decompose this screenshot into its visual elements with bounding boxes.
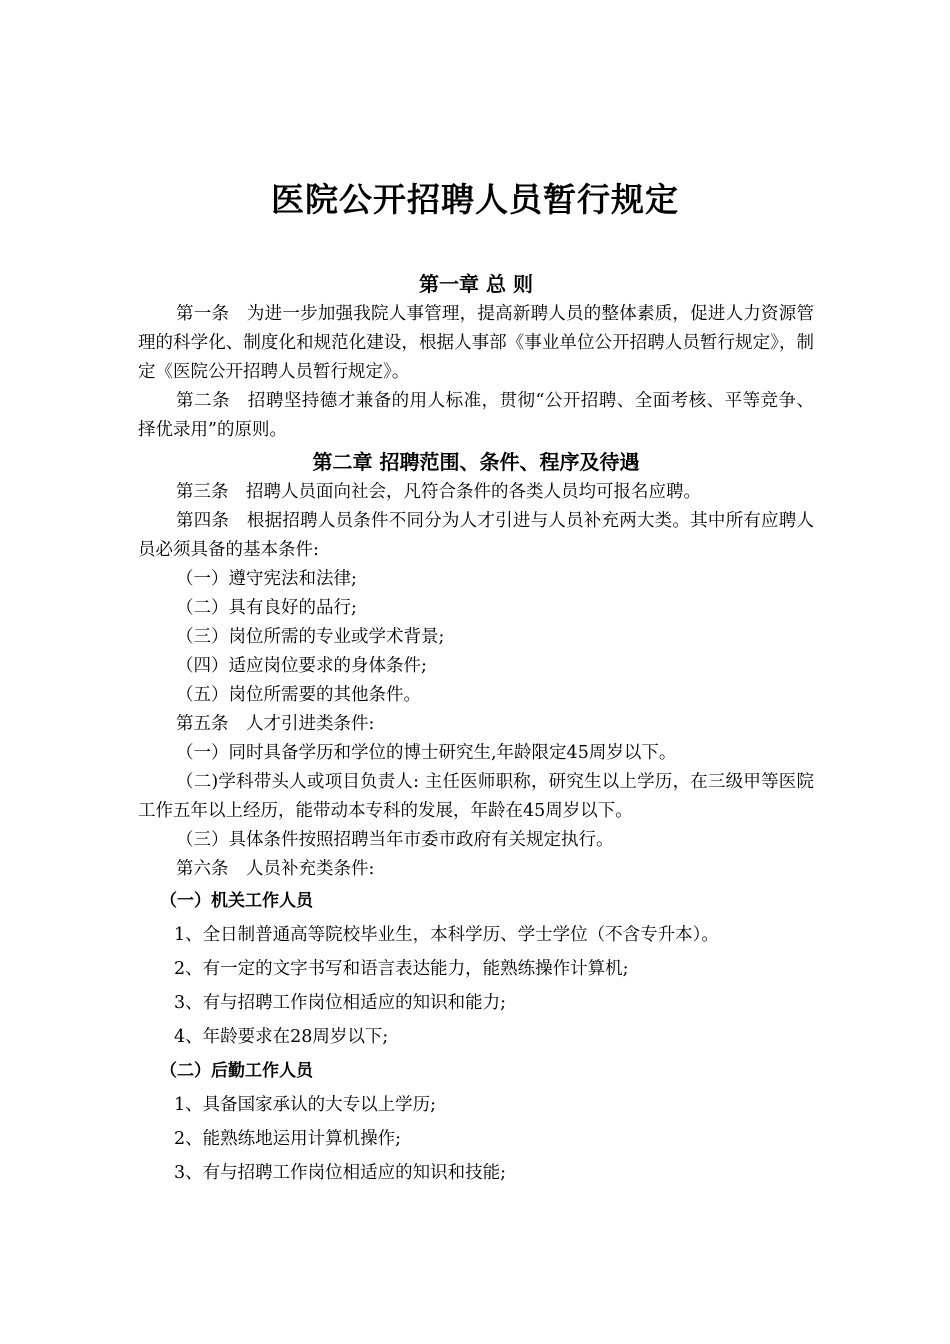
article-5: 第五条 人才引进类条件: (176, 714, 375, 734)
basic-condition-1: （一）遵守宪法和法律; (176, 569, 357, 589)
admin-item-2: 2、有一定的文字书写和语言表达能力，能熟练操作计算机; (174, 959, 629, 979)
admin-item-3: 3、有与招聘工作岗位相适应的知识和能力; (174, 993, 507, 1013)
article-4: 第四条 根据招聘人员条件不同分为人才引进与人员补充两大类。其中所有应聘人员必须具备的基本条件: (138, 511, 814, 560)
talent-condition-2: （二)学科带头人或项目负责人: 主任医师职称，研究生以上学历，在三级甲等医院工作五年以上经历，能带动本专科的发展，年龄在45周岁以下。 (138, 772, 814, 821)
article-2: 第二条 招聘坚持德才兼备的用人标准，贯彻“公开招聘、全面考核、平等竞争、择优录用”的原则。 (138, 391, 814, 440)
document-body (138, 268, 814, 1190)
basic-condition-5: （五）岗位所需要的其他条件。 (176, 685, 421, 705)
basic-condition-3: （三）岗位所需的专业或学术背景; (176, 627, 445, 647)
logistics-item-2: 2、能熟练地运用计算机操作; (174, 1129, 402, 1149)
article-3: 第三条 招聘人员面向社会，凡符合条件的各类人员均可报名应聘。 (176, 482, 701, 502)
chapter-2-heading: 第二章 招聘范围、条件、程序及待遇 (312, 450, 640, 474)
logistics-item-3: 3、有与招聘工作岗位相适应的知识和技能; (174, 1163, 507, 1183)
chapter-1-heading: 第一章 总 则 (419, 272, 533, 296)
admin-item-4: 4、年龄要求在28周岁以下; (174, 1027, 389, 1047)
document-title: 医院公开招聘人员暂行规定 (271, 180, 679, 219)
talent-condition-3: （三）具体条件按照招聘当年市委市政府有关规定执行。 (176, 830, 614, 850)
logistics-item-1: 1、具备国家承认的大专以上学历; (174, 1095, 437, 1115)
basic-condition-4: （四）适应岗位要求的身体条件; (176, 656, 427, 676)
article-1: 第一条 为进一步加强我院人事管理，提高新聘人员的整体素质，促进人力资源管理的科学化、制度化和规范化建设，根据人事部《事业单位公开招聘人员暂行规定》，制定《医院公开招聘人员暂行规定》。 (138, 304, 814, 382)
admin-staff-heading: （一）机关工作人员 (160, 891, 313, 911)
logistics-staff-heading: （二）后勤工作人员 (160, 1061, 313, 1081)
article-6: 第六条 人员补充类条件: (176, 859, 375, 879)
talent-condition-1: （一）同时具备学历和学位的博士研究生,年龄限定45周岁以下。 (176, 743, 677, 763)
admin-item-1: 1、全日制普通高等院校毕业生，本科学历、学士学位（不含专升本）。 (174, 925, 719, 945)
basic-condition-2: （二）具有良好的品行; (176, 598, 357, 618)
